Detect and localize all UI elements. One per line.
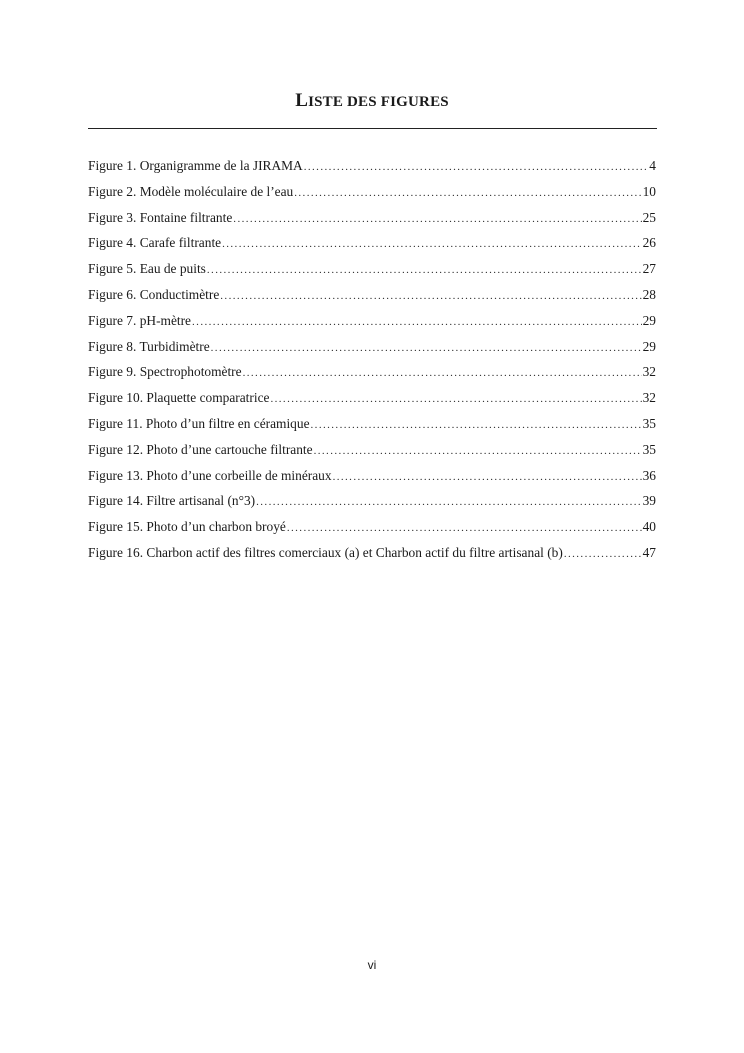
figure-entry-label: Figure 16. Charbon actif des filtres comerciaux (a) et Charbon actif du filtre artisanal (b) xyxy=(88,544,563,560)
figure-entry-page: 40 xyxy=(642,519,656,535)
figure-entry[interactable] xyxy=(88,233,656,259)
figure-entry-label: Figure 7. pH-mètre xyxy=(88,312,192,328)
figure-entry[interactable] xyxy=(88,182,656,208)
figure-entry-label: Figure 3. Fontaine filtrante xyxy=(88,209,233,225)
figure-entry-label: Figure 6. Conductimètre xyxy=(88,286,220,302)
figure-entry-page: 32 xyxy=(642,390,656,406)
figure-entry-page: 10 xyxy=(642,183,656,199)
dot-leader xyxy=(243,363,642,383)
figure-entry-label: Figure 14. Filtre artisanal (n°3) xyxy=(88,493,256,509)
page-title-rest: ISTE DES FIGURES xyxy=(308,94,449,110)
title-divider xyxy=(88,128,657,129)
figure-entry[interactable] xyxy=(88,311,656,337)
figure-entry[interactable] xyxy=(88,156,656,182)
dot-leader xyxy=(294,183,641,203)
dot-leader xyxy=(233,209,641,229)
dot-leader xyxy=(270,389,641,409)
dot-leader xyxy=(220,286,641,306)
figure-entry-label: Figure 10. Plaquette comparatrice xyxy=(88,390,270,406)
figure-entry[interactable] xyxy=(88,259,656,285)
page-title-initial: L xyxy=(295,90,309,111)
figure-entry-page: 29 xyxy=(642,312,656,328)
figure-entry[interactable] xyxy=(88,543,656,569)
figure-entry-page: 29 xyxy=(642,338,656,354)
page-title xyxy=(0,90,744,112)
dot-leader xyxy=(211,338,642,358)
figure-entry-label: Figure 12. Photo d’une cartouche filtrante xyxy=(88,441,313,457)
figure-entry-label: Figure 15. Photo d’un charbon broyé xyxy=(88,519,286,535)
figure-entry[interactable] xyxy=(88,517,656,543)
dot-leader xyxy=(333,467,642,487)
dot-leader xyxy=(564,544,642,564)
figure-entry-page: 26 xyxy=(642,235,656,251)
figure-entry-page: 27 xyxy=(642,261,656,277)
figure-entry-label: Figure 1. Organigramme de la JIRAMA xyxy=(88,158,303,173)
figure-entry[interactable] xyxy=(88,362,656,388)
dot-leader xyxy=(207,260,642,280)
figure-list xyxy=(88,156,656,569)
dot-leader xyxy=(192,312,642,332)
dot-leader xyxy=(256,492,641,512)
dot-leader xyxy=(304,157,649,177)
figure-entry-label: Figure 2. Modèle moléculaire de l’eau xyxy=(88,183,294,199)
dot-leader xyxy=(314,441,642,461)
figure-entry-label: Figure 5. Eau de puits xyxy=(88,261,206,277)
dot-leader xyxy=(222,234,642,254)
figure-entry[interactable] xyxy=(88,208,656,234)
figure-entry[interactable] xyxy=(88,285,656,311)
figure-entry-page: 25 xyxy=(642,209,656,225)
figure-entry-label: Figure 4. Carafe filtrante xyxy=(88,235,222,251)
figure-entry-label: Figure 9. Spectrophotomètre xyxy=(88,364,242,380)
figure-entry[interactable] xyxy=(88,491,656,517)
figure-entry-page: 35 xyxy=(642,415,656,431)
figure-entry[interactable] xyxy=(88,440,656,466)
figure-entry-page: 47 xyxy=(642,544,656,560)
figure-entry[interactable] xyxy=(88,466,656,492)
figure-entry[interactable] xyxy=(88,337,656,363)
figure-entry-page: 39 xyxy=(642,493,656,509)
page-number: vi xyxy=(367,958,377,972)
dot-leader xyxy=(311,415,642,435)
figure-entry-label: Figure 13. Photo d’une corbeille de minéraux xyxy=(88,467,332,483)
figure-entry[interactable] xyxy=(88,414,656,440)
figure-entry-page: 35 xyxy=(642,441,656,457)
figure-entry-label: Figure 11. Photo d’un filtre en céramique xyxy=(88,415,310,431)
figure-entry-page: 36 xyxy=(642,467,656,483)
figure-entry[interactable] xyxy=(88,388,656,414)
figure-entry-page: 4 xyxy=(649,158,656,173)
dot-leader xyxy=(287,518,642,538)
figure-entry-label: Figure 8. Turbidimètre xyxy=(88,338,210,354)
figure-entry-page: 28 xyxy=(642,286,656,302)
figure-entry-page: 32 xyxy=(642,364,656,380)
